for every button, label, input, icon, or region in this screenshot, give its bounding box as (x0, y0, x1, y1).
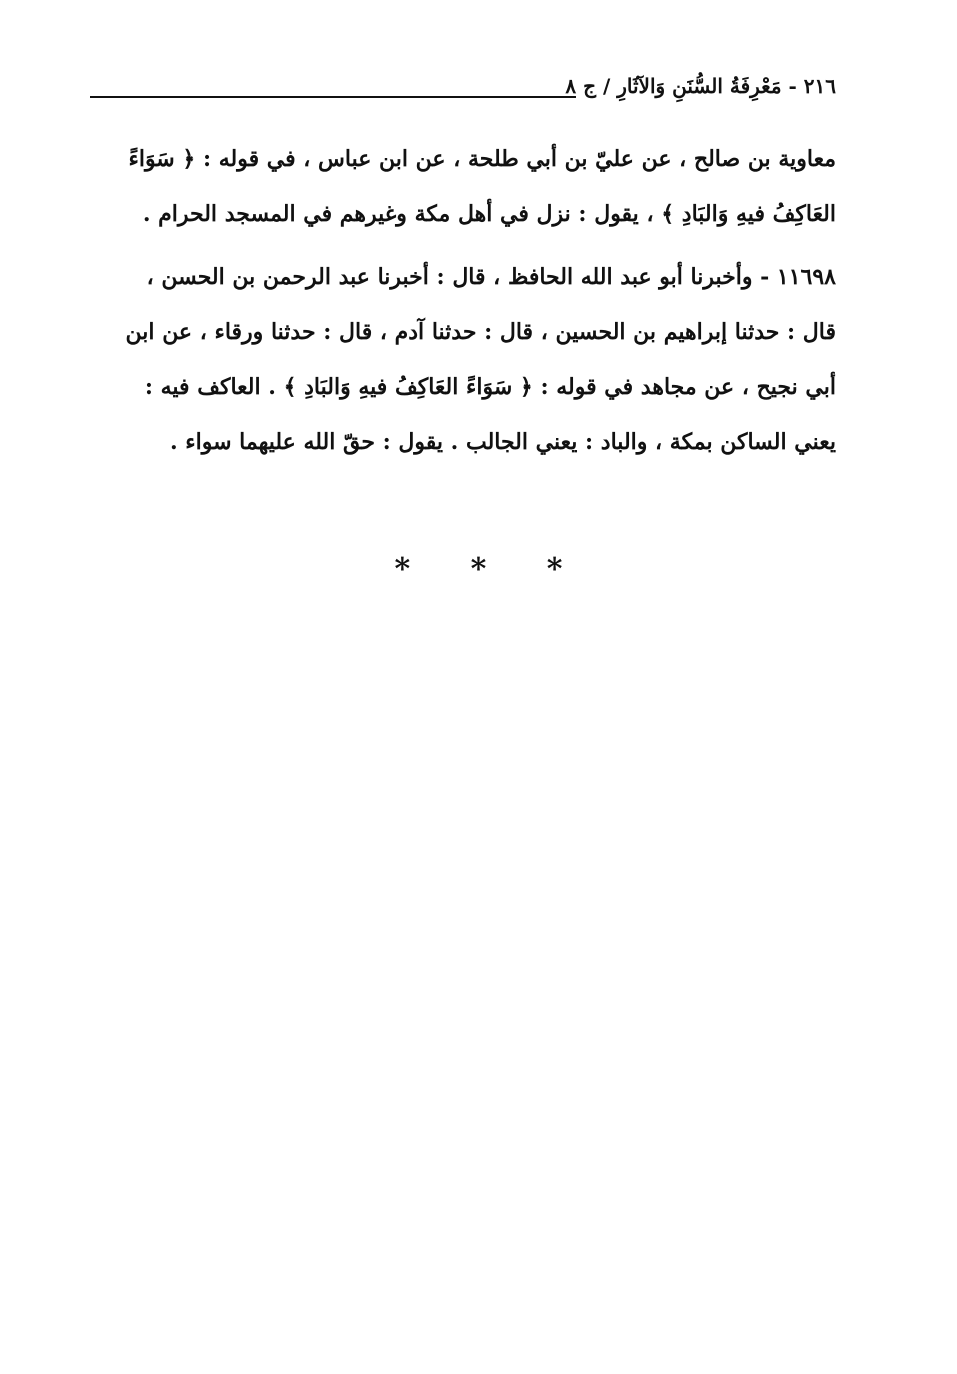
text-line: معاوية بن صالح ، عن عليّ بن أبي طلحة ، عن ابن عباس ، في قوله : ﴿ سَوَاءً (128, 146, 836, 172)
page-header (90, 70, 836, 110)
asterisk-mark: * (470, 552, 487, 587)
asterisk-mark: * (394, 552, 411, 587)
asterisk-mark: * (546, 552, 563, 587)
text-line: قال : حدثنا إبراهيم بن الحسين ، قال : حدثنا آدم ، قال : حدثنا ورقاء ، عن ابن (125, 319, 836, 345)
paragraph-1 (86, 132, 836, 242)
text-line: أبي نجيح ، عن مجاهد في قوله : ﴿ سَوَاءً العَاكِفُ فيهِ وَالبَادِ ﴾ . العاكف فيه : (144, 374, 836, 400)
text-line: العَاكِفُ فيهِ وَالبَادِ ﴾ ، يقول : نزل في أهل مكة وغيرهم في المسجد الحرام . (142, 201, 836, 227)
text-line: ١١٦٩٨ - وأخبرنا أبو عبد الله الحافظ ، قال : أخبرنا عبد الرحمن بن الحسن ، (146, 264, 836, 290)
section-separator (0, 552, 957, 587)
running-title: ٢١٦ - مَعْرِفَةُ السُّنَنِ وَالآثَارِ / ج ٨ (565, 74, 836, 98)
text-line: يعني الساكن بمكة ، والباد : يعني الجالب . يقول : حقّ الله عليهما سواء . (169, 429, 836, 455)
header-rule (90, 96, 576, 98)
paragraph-2 (86, 250, 836, 470)
